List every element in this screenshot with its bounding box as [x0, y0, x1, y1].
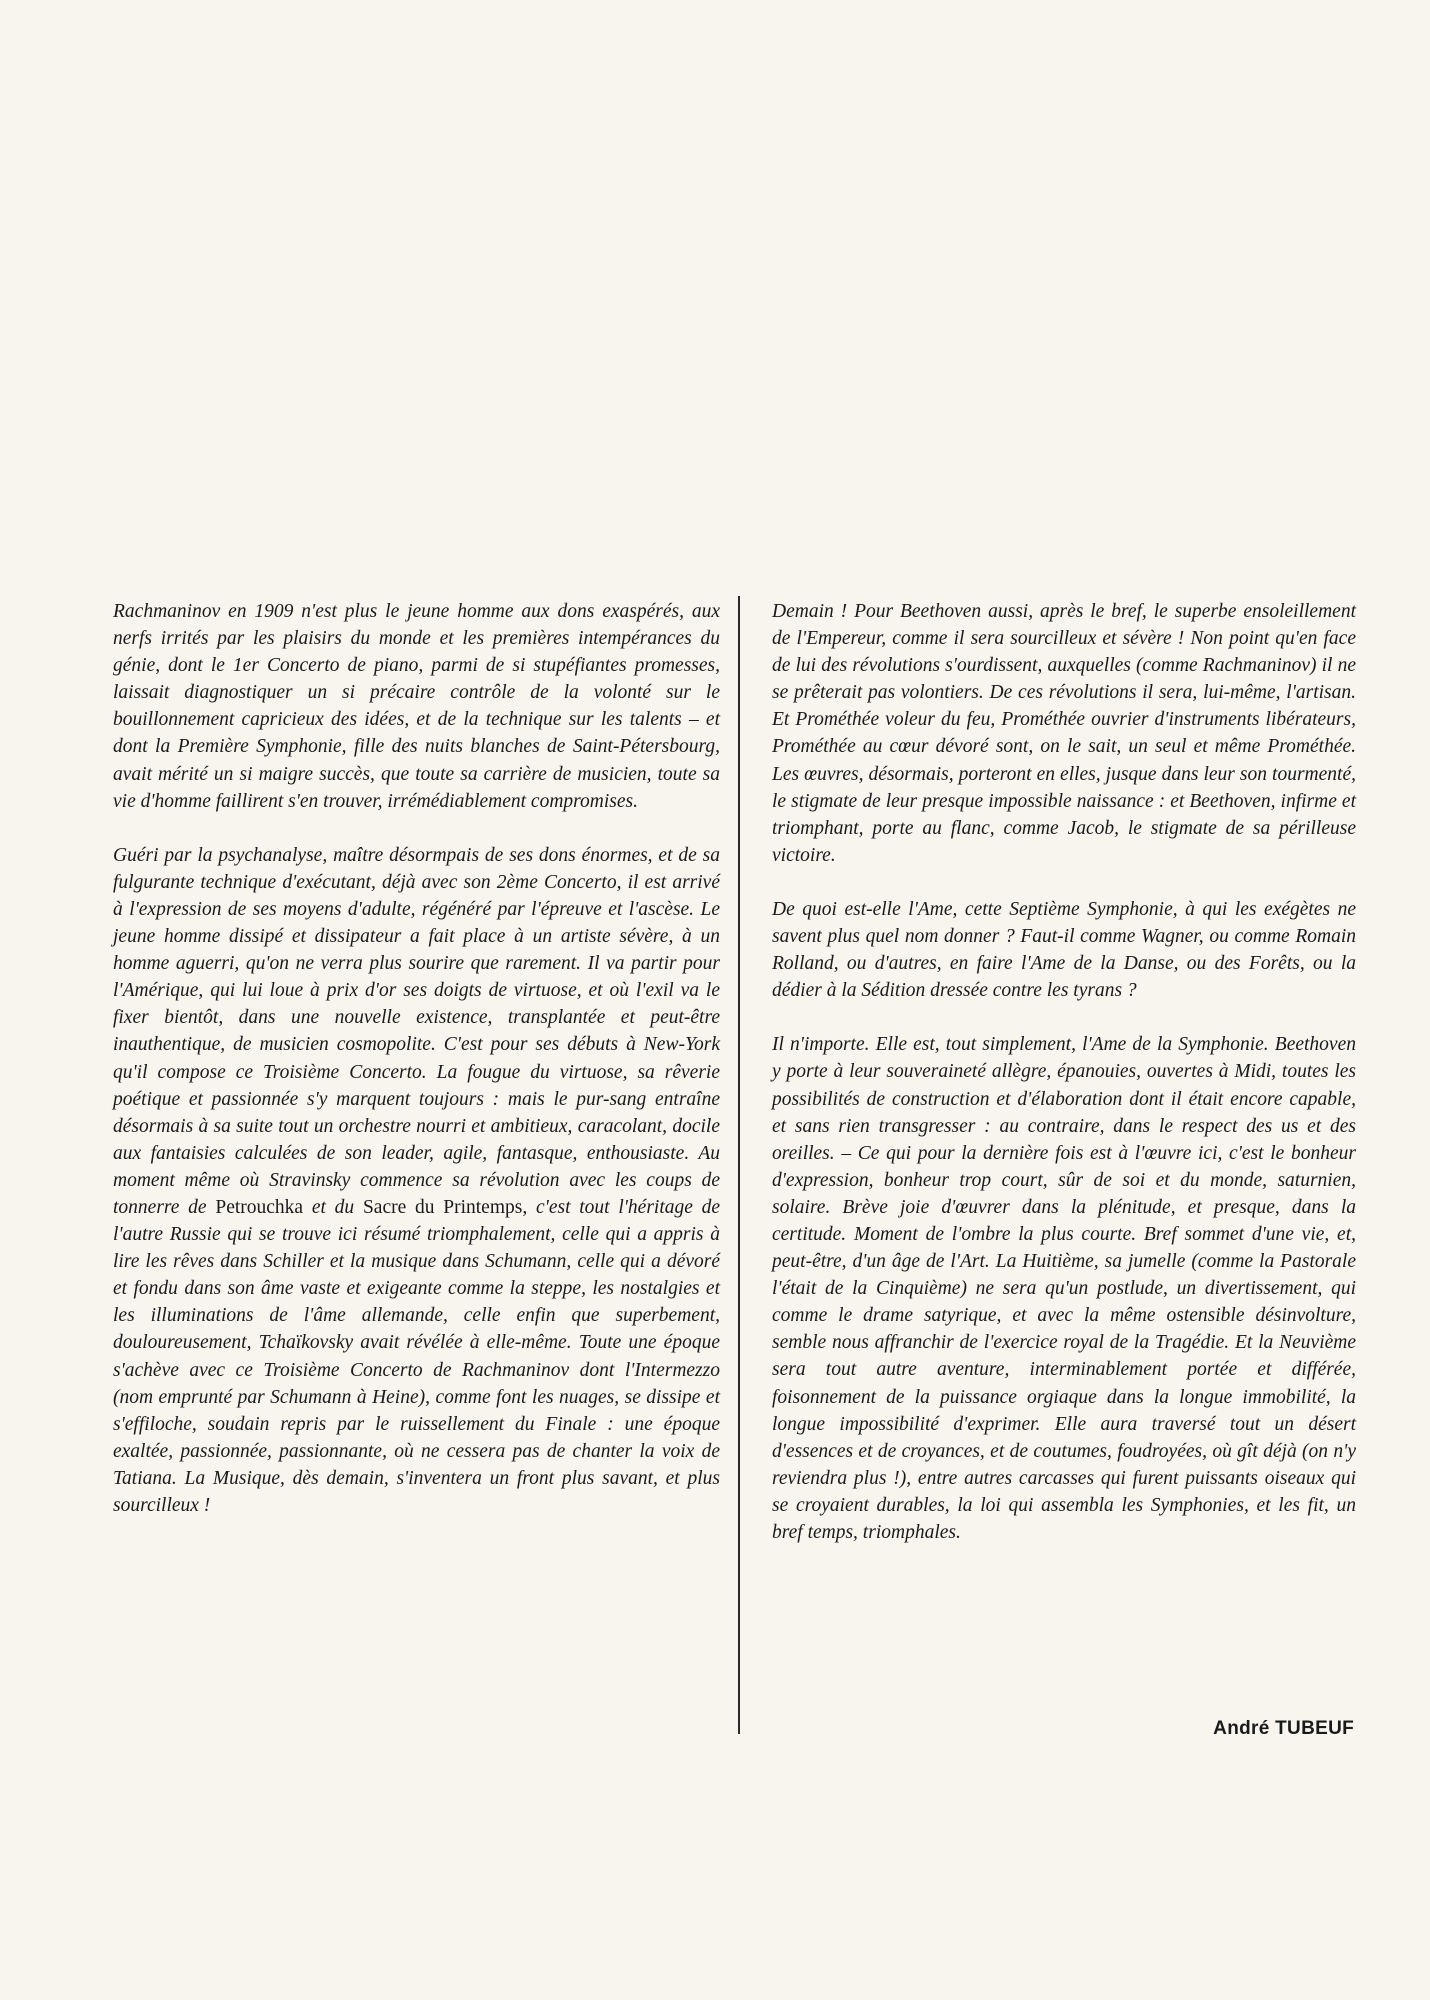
- paragraph-septieme-symphonie: De quoi est-elle l'Ame, cette Septième Symphonie, à qui les exégètes ne savent plus quel nom donner ? Faut-il comme Wagner, ou comme Romain Rolland, ou d'autres, en faire l'Ame de la Danse, ou des Forêts, ou la dédier à la Sédition dressée contre les tyrans ?: [772, 898, 1356, 1002]
- paragraph-text: et du: [311, 1196, 355, 1218]
- paragraph-ame-de-la-symphonie: Il n'importe. Elle est, tout simplement, l'Ame de la Symphonie. Beethoven y porte à leur souveraineté allègre, épanouies, ouvertes à Midi, toutes les possibilités de construction et d'élaboration dont il était encore capable, et sans rien transgresser : au contraire, dans le respect des us et des oreilles. – Ce qui pour la dernière fois est à l'œuvre ici, c'est le bonheur d'expression, bonheur trop court, sûr de soi et du monde, saturnien, solaire. Brève joie d'œuvrer dans la plénitude, et presque, dans la certitude. Moment de l'ombre la plus courte. Bref sommet d'une vie, et, peut-être, d'un âge de l'Art. La Huitième, sa jumelle (comme la Pastorale l'était de la Cinquième) ne sera qu'un postlude, un divertissement, qui comme le drame satyrique, et avec la même ostensible désinvolture, semble nous affranchir de l'exercice royal de la Tragédie. Et la Neuvième sera tout autre aventure, interminablement portée et différée, foisonnement de la puissance orgiaque dans la longue immobilité, la longue impossibilité d'exprimer. Elle aura traversé tout un désert d'essences et de croyances, et de coutumes, foudroyées, où gît déjà (on n'y reviendra plus !), entre autres carcasses qui furent puissants oiseaux qui se croyaient durables, la loi qui assembla les Symphonies, et les fit, un bref temps, triomphales.: [772, 1034, 1356, 1543]
- column-divider: [738, 596, 740, 1734]
- left-text-column: [113, 598, 720, 1546]
- paragraph-text: c'est tout l'héritage de l'autre Russie qui se trouve ici résumé triomphalement, celle qui a appris à lire les rêves dans Schiller et la musique dans Schumann, celle qui a dévoré et fondu dans son âme vaste et exigeante comme la steppe, les nostalgies et les illuminations de l'âme allemande, celle enfin que superbement, douloureusement, Tchaïkovsky avait révélée à elle-même. Toute une époque s'achève avec ce Troisième Concerto de Rachmaninov dont l'Intermezzo (nom emprunté par Schumann à Heine), comme font les nuages, se dissipe et s'effiloche, soudain repris par le ruissellement du Finale : une époque exaltée, passionnée, passionnante, où ne cessera pas de chanter la voix de Tatiana. La Musique, dès demain, s'inventera un front plus savant, et plus sourcilleux !: [113, 1196, 721, 1516]
- paragraph-beethoven-demain: Demain ! Pour Beethoven aussi, après le bref, le superbe ensoleillement de l'Empereur, comme il sera sourcilleux et sévère ! Non point qu'en face de lui des révolutions s'ourdissent, auxquelles (comme Rachmaninov) il ne se prêterait pas volontiers. De ces révolutions il sera, lui-même, l'artisan. Et Prométhée voleur du feu, Prométhée ouvrier d'instruments libérateurs, Prométhée au cœur dévoré sont, on le sait, un seul et même Prométhée. Les œuvres, désormais, porteront en elles, jusque dans leur son tourmenté, le stigmate de leur presque impossible naissance : et Beethoven, infirme et triomphant, porte au flanc, comme Jacob, le stigmate de sa périlleuse victoire.: [772, 601, 1356, 866]
- paragraph-rachmaninov-1909: Rachmaninov en 1909 n'est plus le jeune homme aux dons exaspérés, aux nerfs irrités par les plaisirs du monde et les premières intempérances du génie, dont le 1er Concerto de piano, parmi de si stupéfiantes promesses, laissait diagnostiquer un si précaire contrôle de la volonté sur le bouillonnement capricieux des idées, et de la technique sur les talents – et dont la Première Symphonie, fille des nuits blanches de Saint-Pétersbourg, avait mérité un si maigre succès, que toute sa carrière de musicien, toute sa vie d'homme faillirent s'en trouver, irrémédiablement compromises.: [113, 601, 720, 812]
- right-text-column: [772, 598, 1356, 1573]
- author-signature: André TUBEUF: [1213, 1718, 1354, 1739]
- paragraph-text: Guéri par la psychanalyse, maître désormpais de ses dons énormes, et de sa fulgurante technique d'exécutant, déjà avec son 2ème Concerto, il est arrivé à l'expression de ses moyens d'adulte, régénéré par l'épreuve et l'ascèse. Le jeune homme dissipé et dissipateur a fait place à un artiste sévère, à un homme aguerri, qu'on ne verra plus sourire que rarement. Il va partir pour l'Amérique, qui lui loue à prix d'or ses doigts de virtuose, et où l'exil va le fixer bientôt, dans une nouvelle existence, transplantée et peut-être inauthentique, de musicien cosmopolite. C'est pour ses débuts à New-York qu'il compose ce Troisième Concerto. La fougue du virtuose, sa rêverie poétique et passionnée s'y marquent toujours : mais le pur-sang entraîne désormais à sa suite tout un orchestre nourri et ambitieux, caracolant, docile aux fantaisies calculées de son leader, agile, fantasque, enthousiaste. Au moment même où Stravinsky commence sa révolution avec les coups de tonnerre de: [113, 844, 720, 1218]
- work-title-sacre: Sacre du Printemps,: [362, 1196, 528, 1218]
- paragraph-third-concerto: [113, 842, 720, 1519]
- work-title-petrouchka: Petrouchka: [215, 1196, 304, 1218]
